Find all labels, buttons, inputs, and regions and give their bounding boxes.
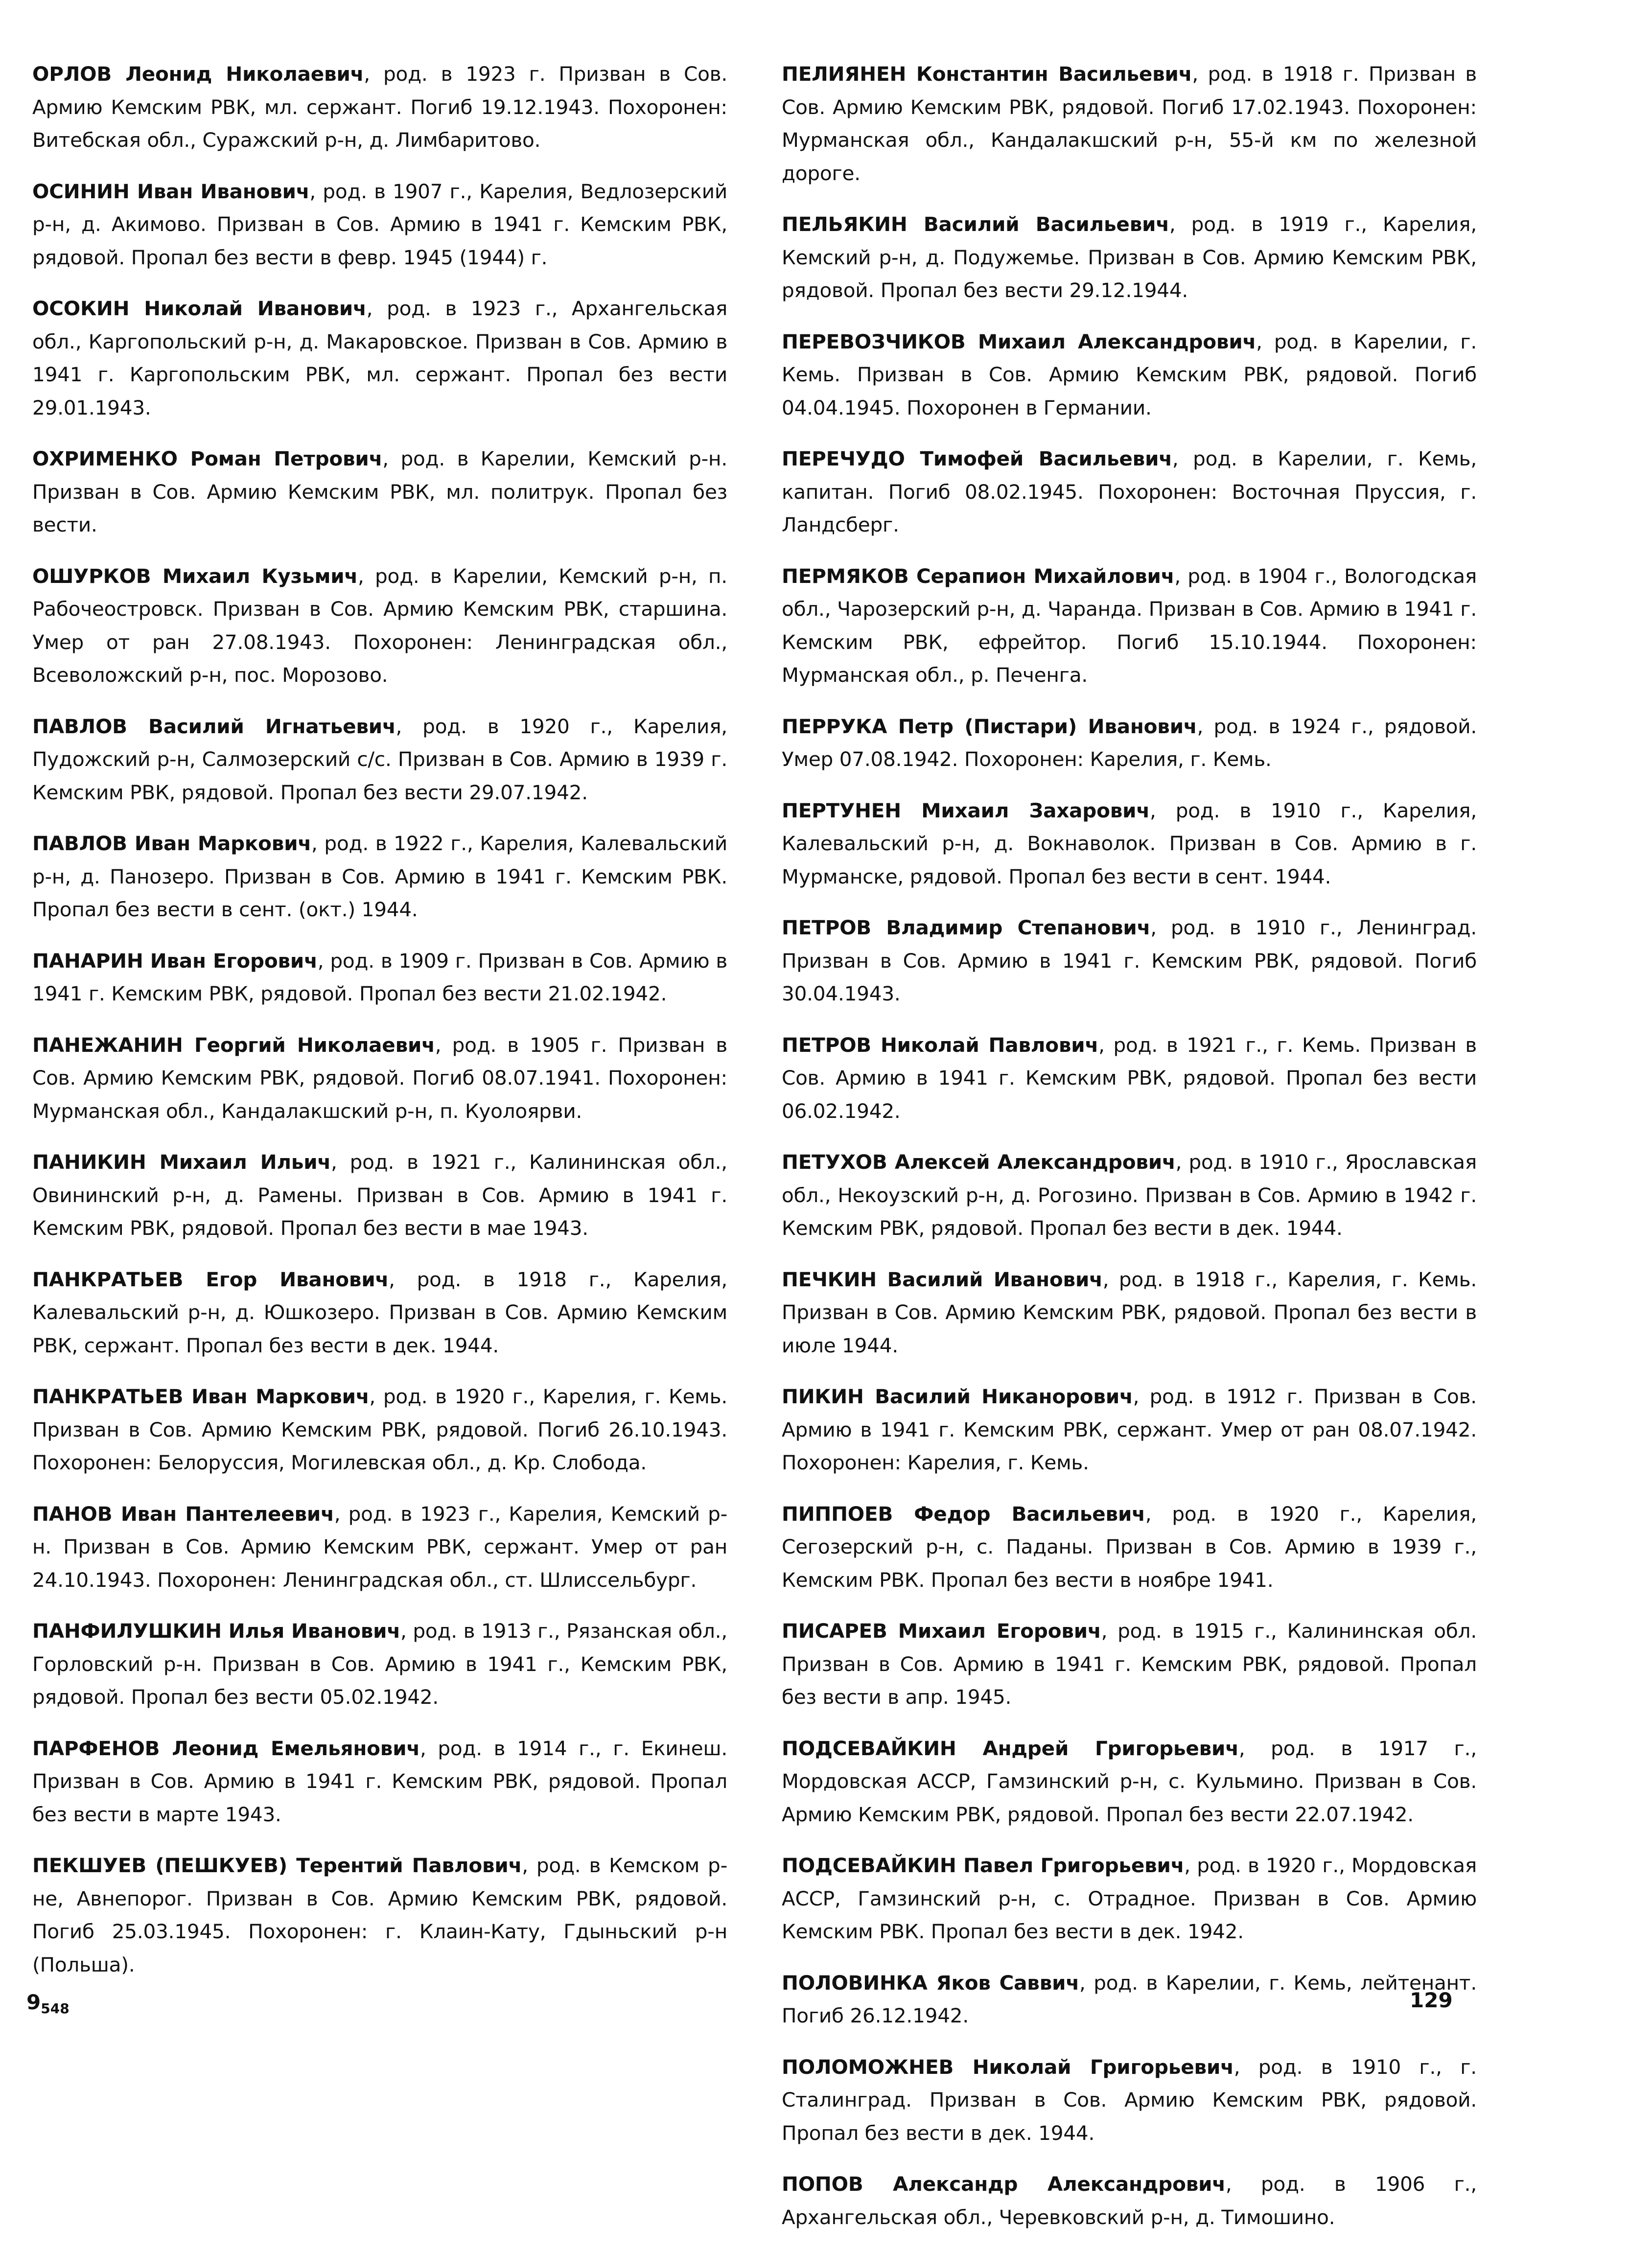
- person-details: , род. в 1910 г., Ленинград. Призван в Сов. Армию в 1941 г. Кемским РВК, рядовой. Погиб 30.04.1943.: [782, 916, 1477, 1005]
- list-item: [32, 1029, 727, 1128]
- person-details: , род. в 1909 г. Призван в Сов. Армию в 1941 г. Кемским РВК, рядовой. Пропал без вести 21.02.1942.: [32, 949, 727, 1005]
- list-item: [782, 1146, 1477, 1245]
- signature-sub: 548: [41, 2000, 70, 2017]
- person-name: ПЕТУХОВ Алексей Александрович: [782, 1150, 1176, 1174]
- list-item: [32, 175, 727, 275]
- person-name: ПАНОВ Иван Пантелеевич: [32, 1502, 334, 1526]
- person-details: , род. в 1912 г. Призван в Сов. Армию в 1941 г. Кемским РВК, сержант. Умер от ран 08.07.1942. Похоронен: Карелия, г. Кемь.: [782, 1385, 1477, 1474]
- person-name: ПАНКРАТЬЕВ Иван Маркович: [32, 1385, 370, 1408]
- list-item: [782, 2051, 1477, 2150]
- person-name: ОРЛОВ Леонид Николаевич: [32, 62, 364, 86]
- list-item: [782, 442, 1477, 542]
- person-details: , род. в 1910 г., Ярославская обл., Некоузский р-н, д. Рогозино. Призван в Сов. Армию в 1942 г. Кемским РВК, рядовой. Пропал без вести в дек. 1944.: [782, 1150, 1477, 1240]
- page-number: 129: [1410, 1988, 1453, 2012]
- person-details: , род. в 1920 г., Карелия, г. Кемь. Призван в Сов. Армию Кемским РВК, рядовой. Погиб 26.10.1943. Похоронен: Белоруссия, Могилевская обл., д. Кр. Слобода.: [32, 1385, 727, 1474]
- person-name: ПЕРЕЧУДО Тимофей Васильевич: [782, 447, 1172, 470]
- person-details: , род. в 1921 г., г. Кемь. Призван в Сов. Армию в 1941 г. Кемским РВК, рядовой. Пропал без вести 06.02.1942.: [782, 1033, 1477, 1123]
- person-name: ПЕРРУКА Петр (Пистари) Иванович: [782, 714, 1197, 738]
- list-item: [782, 1615, 1477, 1714]
- person-details: , род. в 1918 г. Призван в Сов. Армию Кемским РВК, рядовой. Погиб 17.02.1943. Похоронен: Мурманская обл., Кандалакшский р-н, 55-й км по железной дороге.: [782, 62, 1477, 185]
- person-name: ПЕРМЯКОВ Серапион Михайлович: [782, 564, 1175, 588]
- list-item: [782, 1498, 1477, 1597]
- person-details: , род. в 1914 г., г. Екинеш. Призван в Сов. Армию в 1941 г. Кемским РВК, рядовой. Пропал без вести в марте 1943.: [32, 1736, 727, 1826]
- person-details: , род. в 1920 г., Мордовская АССР, Гамзинский р-н, с. Отрадное. Призван в Сов. Армию Кемским РВК. Пропал без вести в дек. 1942.: [782, 1854, 1477, 1943]
- list-item: [782, 1849, 1477, 1949]
- printer-signature: [26, 1990, 70, 2017]
- person-name: ПАНКРАТЬЕВ Егор Иванович: [32, 1267, 389, 1291]
- person-name: ПЕТРОВ Николай Павлович: [782, 1033, 1099, 1057]
- person-name: ПЕЧКИН Василий Иванович: [782, 1267, 1103, 1291]
- person-details: , род. в 1915 г., Калининская обл. Призван в Сов. Армию в 1941 г. Кемским РВК, рядовой. Пропал без вести в апр. 1945.: [782, 1619, 1477, 1709]
- person-name: ПИКИН Василий Никанорович: [782, 1385, 1133, 1408]
- person-details: , род. в 1921 г., Калининская обл., Овининский р-н, д. Рамены. Призван в Сов. Армию в 1941 г. Кемским РВК, рядовой. Пропал без вести в мае 1943.: [32, 1150, 727, 1240]
- person-name: ПЕРЕВОЗЧИКОВ Михаил Александрович: [782, 329, 1256, 353]
- person-name: ПАНФИЛУШКИН Илья Иванович: [32, 1619, 400, 1643]
- list-item: [32, 560, 727, 692]
- person-details: , род. в 1918 г., Карелия, г. Кемь. Призван в Сов. Армию Кемским РВК, рядовой. Пропал без вести в июле 1944.: [782, 1267, 1477, 1357]
- person-details: , род. в 1917 г., Мордовская АССР, Гамзинский р-н, с. Кульмино. Призван в Сов. Армию Кемским РВК, рядовой. Пропал без вести 22.07.1942.: [782, 1736, 1477, 1826]
- person-name: ОХРИМЕНКО Роман Петрович: [32, 447, 383, 470]
- person-name: ПАВЛОВ Василий Игнатьевич: [32, 714, 396, 738]
- list-item: [32, 1732, 727, 1832]
- person-name: ПИСАРЕВ Михаил Егорович: [782, 1619, 1101, 1643]
- person-name: ПАНАРИН Иван Егорович: [32, 949, 318, 973]
- person-details: , род. в 1913 г., Рязанская обл., Горловский р-н. Призван в Сов. Армию в 1941 г., Кемским РВК, рядовой. Пропал без вести 05.02.1942.: [32, 1619, 728, 1709]
- list-item: [782, 560, 1477, 692]
- list-item: [32, 1263, 727, 1363]
- person-details: , род. в Карелии, Кемский р-н. Призван в Сов. Армию Кемским РВК, мл. политрук. Пропал без вести.: [32, 447, 727, 536]
- list-item: [782, 911, 1477, 1011]
- person-name: ПЕЛИЯНЕН Константин Васильевич: [782, 62, 1192, 86]
- list-item: [32, 292, 727, 424]
- list-item: [782, 1732, 1477, 1832]
- person-details: , род. в 1920 г., Карелия, Пудожский р-н, Салмозерский с/с. Призван в Сов. Армию в 1939 г. Кемским РВК, рядовой. Пропал без вести 29.07.1942.: [32, 714, 727, 804]
- person-details: , род. в 1920 г., Карелия, Сегозерский р-н, с. Паданы. Призван в Сов. Армию в 1939 г., Кемским РВК. Пропал без вести в ноябре 1941.: [782, 1502, 1477, 1592]
- list-item: [782, 1263, 1477, 1363]
- person-name: ПАНИКИН Михаил Ильич: [32, 1150, 331, 1174]
- list-item: [32, 1498, 727, 1597]
- person-name: ПИППОЕВ Федор Васильевич: [782, 1502, 1145, 1526]
- person-name: ПОПОВ Александр Александрович: [782, 2172, 1226, 2196]
- list-item: [782, 710, 1477, 776]
- person-details: , род. в 1918 г., Карелия, Калевальский р-н, д. Юшкозеро. Призван в Сов. Армию Кемским РВК, сержант. Пропал без вести в дек. 1944.: [32, 1267, 728, 1357]
- person-details: , род. в 1924 г., рядовой. Умер 07.08.1942. Похоронен: Карелия, г. Кемь.: [782, 714, 1477, 771]
- person-details: , род. в 1923 г., Карелия, Кемский р-н. Призван в Сов. Армию Кемским РВК, сержант. Умер от ран 24.10.1943. Похоронен: Ленинградская обл., ст. Шлиссельбург.: [32, 1502, 727, 1592]
- list-item: [782, 794, 1477, 894]
- person-name: ПАРФЕНОВ Леонид Емельянович: [32, 1736, 420, 1760]
- person-details: , род. в 1922 г., Карелия, Калевальский р-н, д. Панозеро. Призван в Сов. Армию в 1941 г. Кемским РВК. Пропал без вести в сент. (окт.) 1944.: [32, 832, 727, 921]
- person-details: , род. в 1907 г., Карелия, Ведлозерский р-н, д. Акимово. Призван в Сов. Армию в 1941 г. Кемским РВК, рядовой. Пропал без вести в февр. 1945 (1944) г.: [32, 179, 727, 269]
- person-name: ПЕЛЬЯКИН Василий Васильевич: [782, 212, 1169, 236]
- list-item: [782, 1029, 1477, 1128]
- person-name: ОСОКИН Николай Иванович: [32, 297, 367, 320]
- person-name: ПОЛОМОЖНЕВ Николай Григорьевич: [782, 2055, 1234, 2079]
- person-details: , род. в Карелии, г. Кемь. Призван в Сов. Армию Кемским РВК, рядовой. Погиб 04.04.1945. Похоронен в Германии.: [782, 329, 1477, 419]
- person-details: , род. в 1919 г., Карелия, Кемский р-н, д. Подужемье. Призван в Сов. Армию Кемским РВК, рядовой. Пропал без вести 29.12.1944.: [782, 212, 1477, 302]
- person-name: ПАВЛОВ Иван Маркович: [32, 832, 311, 855]
- list-item: [32, 710, 727, 810]
- person-details: , род. в 1923 г. Призван в Сов. Армию Кемским РВК, мл. сержант. Погиб 19.12.1943. Похоронен: Витебская обл., Суражский р-н, д. Лимбаритово.: [32, 62, 727, 152]
- list-item: [782, 208, 1477, 307]
- list-item: [32, 827, 727, 927]
- list-item: [782, 2168, 1477, 2234]
- right-column: [782, 58, 1477, 2252]
- list-item: [32, 1146, 727, 1245]
- list-item: [32, 945, 727, 1011]
- list-item: [782, 1380, 1477, 1480]
- person-name: ПОЛОВИНКА Яков Саввич: [782, 1971, 1079, 1995]
- list-item: [32, 58, 727, 157]
- person-name: ОСИНИН Иван Иванович: [32, 179, 310, 203]
- person-details: , род. в Кемском р-не, Авнепорог. Призван в Сов. Армию Кемским РВК, рядовой. Погиб 25.03.1945. Похоронен: г. Клаин-Кату, Гдыньский р-н (Польша).: [32, 1854, 727, 1976]
- list-item: [32, 1849, 727, 1981]
- list-item: [32, 1615, 727, 1714]
- list-item: [32, 1380, 727, 1480]
- list-item: [782, 58, 1477, 190]
- signature-main: 9: [26, 1990, 41, 2014]
- person-details: , род. в Карелии, Кемский р-н, п. Рабочеостровск. Призван в Сов. Армию Кемским РВК, старшина. Умер от ран 27.08.1943. Похоронен: Ленинградская обл., Всеволожский р-н, пос. Морозово.: [32, 564, 727, 687]
- list-item: [782, 325, 1477, 425]
- person-details: , род. в Карелии, г. Кемь, лейтенант. Погиб 26.12.1942.: [782, 1971, 1477, 2027]
- person-name: ОШУРКОВ Михаил Кузьмич: [32, 564, 358, 588]
- list-item: [32, 442, 727, 542]
- left-column: [32, 58, 727, 1999]
- person-name: ПОДСЕВАЙКИН Андрей Григорьевич: [782, 1736, 1239, 1760]
- person-details: , род. в 1910 г., г. Сталинград. Призван в Сов. Армию Кемским РВК, рядовой. Пропал без вести в дек. 1944.: [782, 2055, 1477, 2145]
- person-name: ПЕКШУЕВ (ПЕШКУЕВ) Терентий Павлович: [32, 1854, 522, 1877]
- person-details: , род. в 1906 г., Архангельская обл., Черевковский р-н, д. Тимошино.: [782, 2172, 1477, 2229]
- person-details: , род. в 1923 г., Архангельская обл., Каргопольский р-н, д. Макаровское. Призван в Сов. Армию в 1941 г. Каргопольским РВК, мл. сержант. Пропал без вести 29.01.1943.: [32, 297, 727, 419]
- person-name: ПЕТРОВ Владимир Степанович: [782, 916, 1151, 939]
- person-name: ПАНЕЖАНИН Георгий Николаевич: [32, 1033, 435, 1057]
- person-details: , род. в Карелии, г. Кемь, капитан. Погиб 08.02.1945. Похоронен: Восточная Пруссия, г. Ландсберг.: [782, 447, 1477, 536]
- person-name: ПОДСЕВАЙКИН Павел Григорьевич: [782, 1854, 1185, 1877]
- person-details: , род. в 1910 г., Карелия, Калевальский р-н, д. Вокнаволок. Призван в Сов. Армию в г. Мурманске, рядовой. Пропал без вести в сент. 1944.: [782, 798, 1477, 888]
- list-item: [782, 1967, 1477, 2033]
- person-details: , род. в 1905 г. Призван в Сов. Армию Кемским РВК, рядовой. Погиб 08.07.1941. Похоронен: Мурманская обл., Кандалакшский р-н, п. Куолоярви.: [32, 1033, 727, 1123]
- person-details: , род. в 1904 г., Вологодская обл., Чарозерский р-н, д. Чаранда. Призван в Сов. Армию в 1941 г. Кемским РВК, ефрейтор. Погиб 15.10.1944. Похоронен: Мурманская обл., р. Печенга.: [782, 564, 1477, 687]
- person-name: ПЕРТУНЕН Михаил Захарович: [782, 798, 1150, 822]
